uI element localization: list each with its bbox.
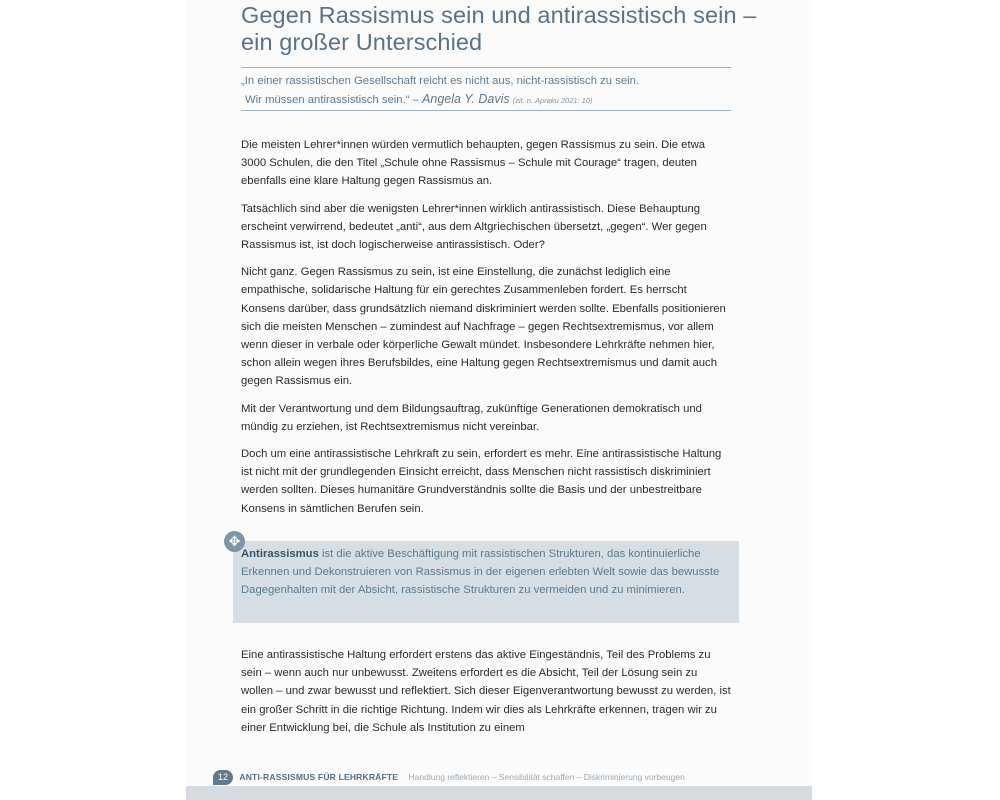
quote-line-2 (241, 90, 731, 110)
paragraph-3: Nicht ganz. Gegen Rassismus zu sein, ist eine Einstellung, die zunächst lediglich eine empathische, solidarische Haltung für ein gerechtes Zusammenleben fordert. Es herrscht Konsens darüber, dass grundsätzlich niemand diskriminiert werden sollte. Ebenfalls positionieren sich die meisten Menschen – zumindest auf Nachfrage – gegen Rechtsextremismus, vor allem wenn dieser in verbale oder körperliche Gewalt mündet. Insbesondere Lehrkräfte nehmen hier, schon allein wegen ihres Berufsbildes, eine Haltung gegen Rechtsextremismus und damit auch gegen Rassismus ein. (241, 266, 726, 388)
quote-line-1: „In einer rassistischen Gesellschaft reicht es nicht aus, nicht-rassistisch zu sein. (241, 75, 640, 87)
definition-body: ist die aktive Beschäftigung mit rassistischen Strukturen, das kontinuierliche Erkennen und Dekonstruieren von Rassismus in der eigenen erlebten Welt sowie das bewusste Dagegenhalten mit der Absicht, rassistische Strukturen zu vermeiden und zu minimieren. (241, 548, 720, 597)
quote-top-rule (241, 67, 731, 68)
page-title-line-1: Gegen Rassismus sein und antirassistisch sein – (241, 2, 757, 28)
page-title (241, 2, 761, 56)
definition-text (241, 545, 721, 600)
series-title: ANTI-RASSISMUS FÜR LEHRKRÄFTE (239, 772, 399, 782)
paragraph-4: Mit der Verantwortung und dem Bildungsauftrag, zukünftige Generationen demokratisch und mündig zu erziehen, ist Rechtsextremismus nicht vereinbar. (241, 402, 702, 433)
move-icon[interactable]: ✥ (224, 531, 245, 552)
paragraph-2: Tatsächlich sind aber die wenigsten Lehrer*innen wirklich antirassistisch. Diese Behauptung erscheint verwirrend, bedeutet „anti“, aus dem Altgriechischen übersetzt, „gegen“. Wer gegen Rassismus ist, ist doch logischerweise antirassistisch. Oder? (241, 202, 707, 252)
paragraph-5: Doch um eine antirassistische Lehrkraft zu sein, erfordert es mehr. Eine antirassistische Haltung ist nicht mit der grundlegenden Einsicht erreicht, dass Menschen nicht rassistisch diskriminiert werden sollten. Dieses humanitäre Grundverständnis sollte die Basis und der unbestreitbare Konsens in sämtlichen Berufen sein. (241, 448, 722, 515)
quote-line-2-text: Wir müssen antirassistisch sein.“ – (245, 94, 423, 106)
page-footer (213, 768, 685, 786)
quote-bottom-rule (241, 110, 731, 111)
epigraph-quote (241, 72, 731, 110)
quote-citation: (zit. n. Apraku 2021: 10) (512, 96, 593, 105)
page-bottom-edge (186, 786, 812, 800)
page-title-line-2: ein großer Unterschied (241, 29, 483, 55)
series-subtitle: Handlung reflektieren – Sensibilität schaffen – Diskriminierung vorbeugen (408, 772, 685, 782)
paragraph-1: Die meisten Lehrer*innen würden vermutlich behaupten, gegen Rassismus zu sein. Die etwa 3000 Schulen, die den Titel „Schule ohne Rassismus – Schule mit Courage“ tragen, deuten ebenfalls eine klare Haltung gegen Rassismus an. (241, 139, 706, 188)
definition-term: Antirassismus (241, 548, 319, 560)
closing-paragraph: Eine antirassistische Haltung erfordert erstens das aktive Eingeständnis, Teil des Problems zu sein – wenn auch nur unbewusst. Zweitens erfordert es die Absicht, Teil der Lösung sein zu wollen – und zwar bewusst und reflektiert. Sich dieser Eigenverantwortung bewusst zu werden, ist ein großer Schritt in die richtige Richtung. Indem wir dies als Lehrkräfte erkennen, tragen wir zu einer Entwicklung bei, die Schule als Institution zu einem (241, 649, 731, 734)
quote-author: Angela Y. Davis (422, 92, 510, 106)
page-number-badge: 12 (213, 770, 233, 785)
body-text (241, 136, 731, 527)
